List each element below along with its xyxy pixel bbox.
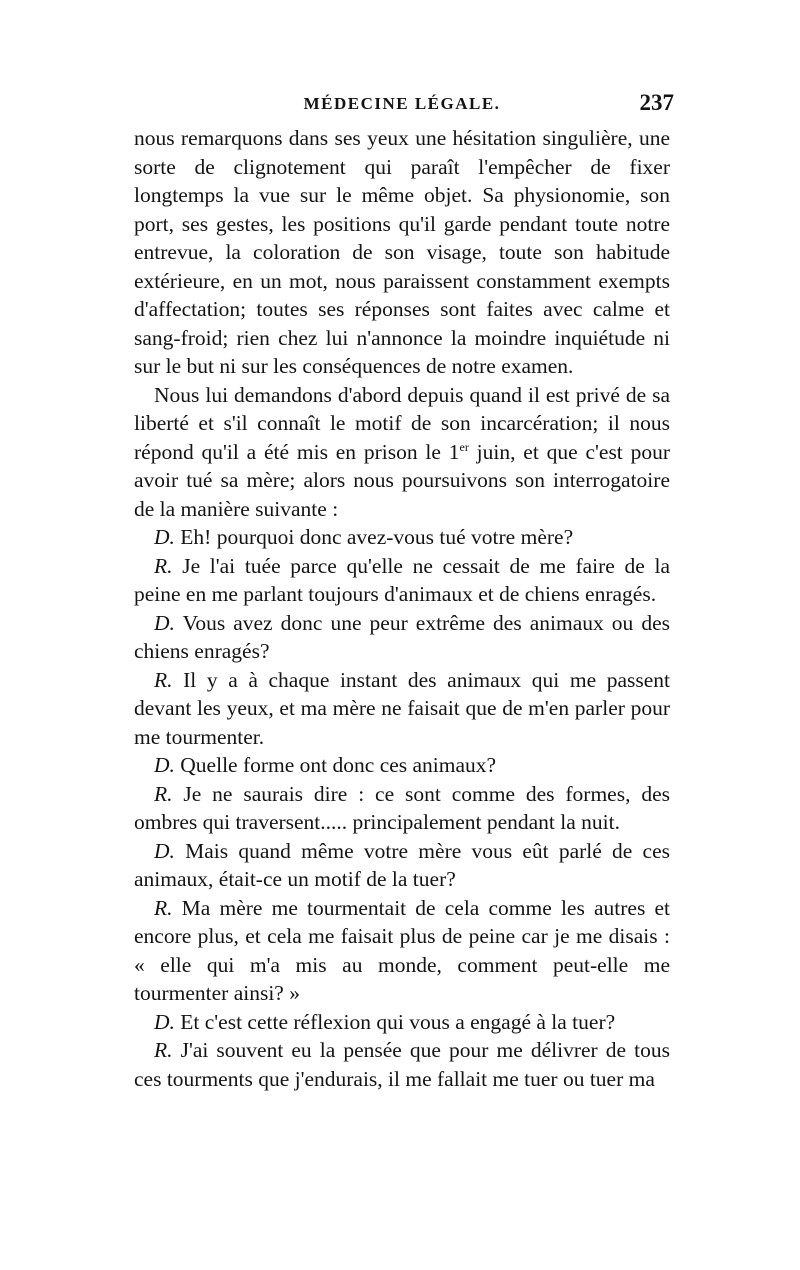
dialogue-text: Il y a à chaque instant des animaux qui me passent devant les yeux, et ma mère ne faisait que de m'en parler pour me tourmenter.: [134, 667, 671, 749]
speaker-label: D.: [154, 1009, 175, 1034]
dialogue-text: Je l'ai tuée parce qu'elle ne cessait de me faire de la peine en me parlant toujours d'animaux et de chiens enragés.: [134, 553, 671, 606]
body-text: [134, 124, 670, 1093]
dialogue-line: [134, 751, 670, 780]
dialogue-line: [134, 666, 670, 752]
dialogue-line: [134, 552, 670, 609]
speaker-label: D.: [154, 525, 175, 549]
dialogue-line: [134, 1008, 670, 1037]
speaker-label: R.: [154, 553, 173, 578]
paragraph: [134, 381, 670, 524]
dialogue-text: Vous avez donc une peur extrême des animaux ou des chiens enragés?: [134, 610, 670, 663]
speaker-label: D.: [154, 753, 175, 777]
speaker-label: D.: [154, 838, 175, 863]
page-number: 237: [639, 90, 674, 115]
dialogue-line: [134, 523, 670, 552]
speaker-label: R.: [154, 895, 173, 920]
dialogue-line: [134, 894, 670, 1008]
dialogue-text: Mais quand même votre mère vous eût parlé de ces animaux, était-ce un motif de la tuer?: [134, 838, 670, 891]
speaker-label: R.: [154, 1038, 173, 1062]
dialogue-text: Quelle forme ont donc ces animaux?: [180, 753, 497, 777]
dialogue-line: [134, 609, 670, 666]
paragraph-text: Nous lui demandons d'abord depuis quand il est privé de sa liberté et s'il connaît le motif de son incarcération; il nous répond qu'il a été mis en prison le 1: [134, 382, 670, 464]
speaker-label: R.: [154, 667, 173, 692]
running-title: MÉDECINE LÉGALE.: [303, 94, 501, 113]
speaker-label: D.: [154, 610, 175, 635]
dialogue-text: Je ne saurais dire : ce sont comme des formes, des ombres qui traversent..... principalement pendant la nuit.: [134, 781, 670, 834]
dialogue-text: Eh! pourquoi donc avez-vous tué votre mère?: [180, 525, 574, 549]
paragraph: [134, 124, 670, 381]
dialogue-line: [134, 837, 670, 894]
dialogue-line: [134, 1036, 670, 1093]
dialogue-text: Ma mère me tourmentait de cela comme les autres et encore plus, et cela me faisait plus de peine car je me disais : « elle qui m'a mis au monde, comment peut-elle me tourmenter ainsi? »: [134, 895, 670, 1005]
paragraph-text: nous remarquons dans ses yeux une hésitation singulière, une sorte de clignotement qui paraît l'empêcher de fixer longtemps la vue sur le même objet. Sa physionomie, son port, ses gestes, les positions qu'il garde pendant toute notre entrevue, la coloration de son visage, toute son habitude extérieure, en un mot, nous paraissent constamment exempts d'affectation; toutes ses réponses sont faites avec calme et sang-froid; rien chez lui n'annonce la moindre inquiétude ni sur le but ni sur les conséquences de notre examen.: [134, 126, 670, 378]
dialogue-text: Et c'est cette réflexion qui vous a engagé à la tuer?: [180, 1009, 616, 1034]
dialogue-text: J'ai souvent eu la pensée que pour me délivrer de tous ces tourments que j'endurais, il me fallait me tuer ou tuer ma: [134, 1038, 670, 1091]
dialogue-line: [134, 780, 670, 837]
paragraph-text: juin, et que c'est pour avoir tué sa mère; alors nous poursuivons son interrogatoire de la manière suivante :: [134, 439, 671, 521]
superscript: er: [459, 439, 469, 454]
speaker-label: R.: [154, 781, 173, 806]
page-header: [130, 90, 674, 118]
